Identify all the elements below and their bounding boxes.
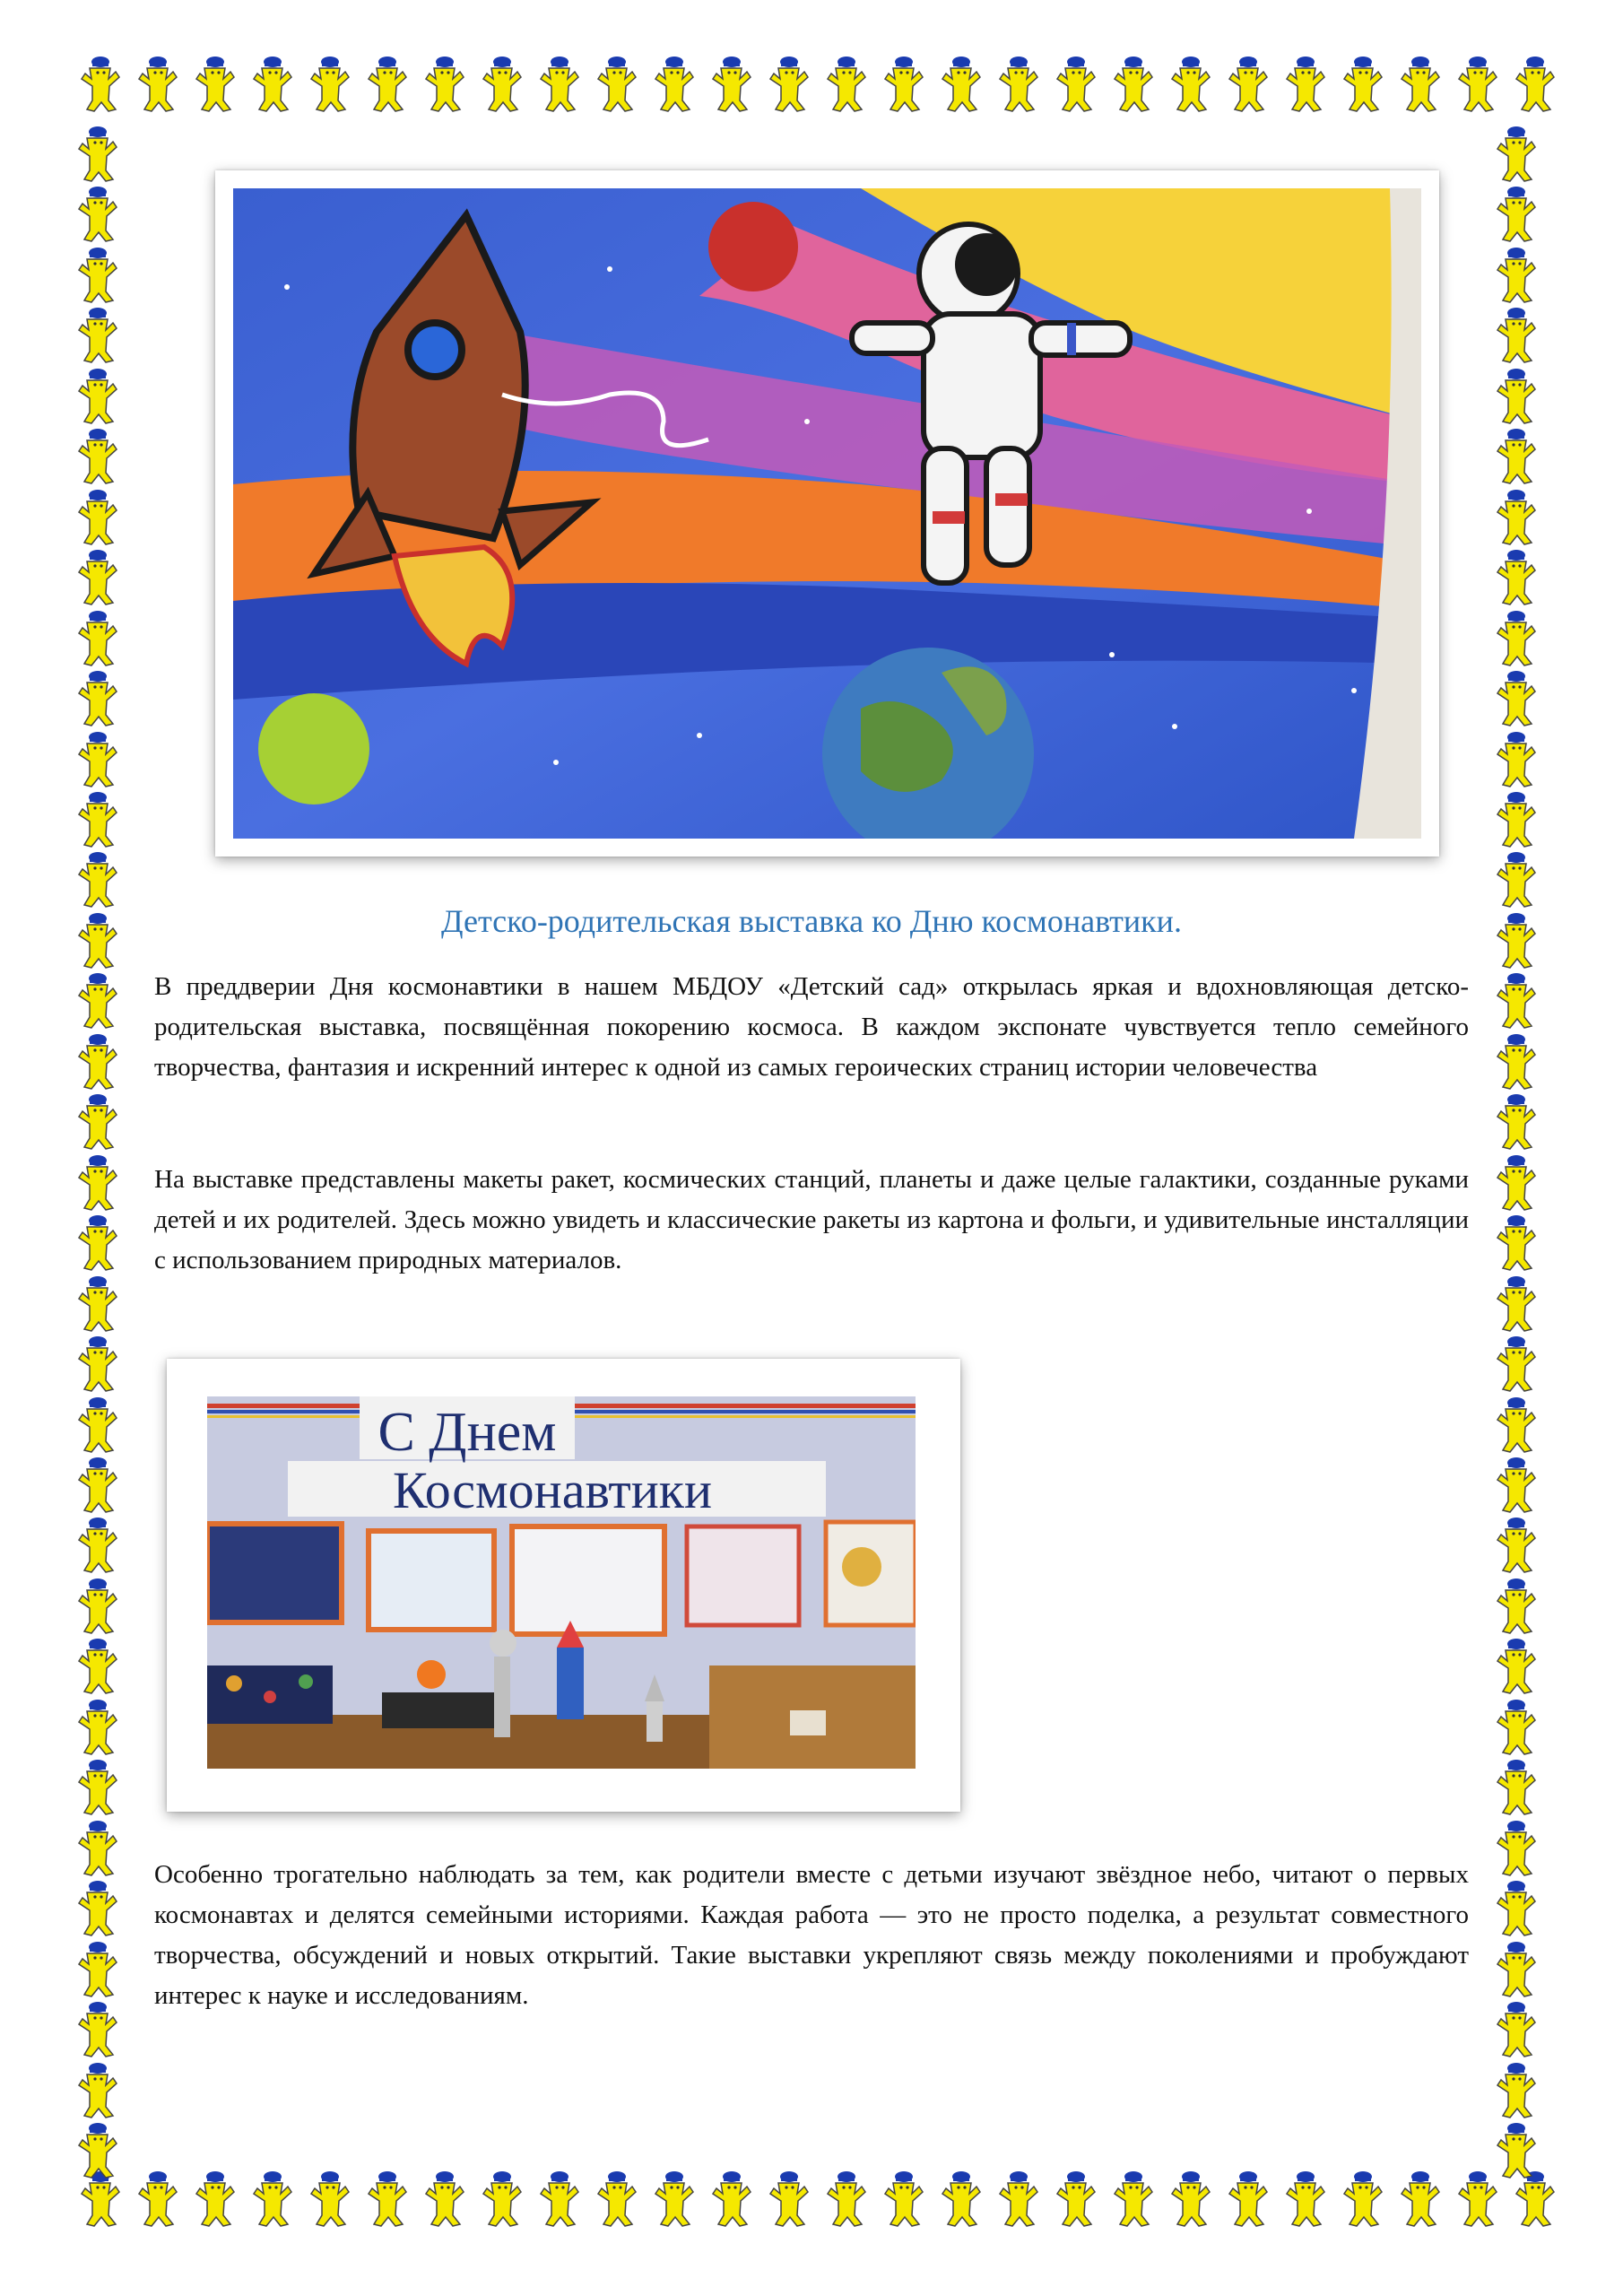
- dancing-figure-icon: [707, 2170, 752, 2246]
- dancing-figure-icon: [74, 1093, 131, 1151]
- dancing-figure-icon: [74, 1154, 131, 1212]
- dancing-figure-icon: [1492, 1093, 1549, 1151]
- dancing-figure-icon: [74, 1517, 131, 1574]
- dancing-figure-icon: [1492, 1759, 1549, 1816]
- dancing-figure-icon: [1492, 912, 1549, 970]
- dancing-figure-icon: [1492, 1457, 1549, 1514]
- dancing-figure-icon: [593, 2170, 638, 2246]
- dancing-figure-icon: [1492, 1880, 1549, 1937]
- space-painting-photo: [215, 170, 1439, 857]
- dancing-figure-icon: [1492, 1578, 1549, 1635]
- dancing-figure-icon: [1109, 56, 1154, 131]
- dancing-figure-icon: [1281, 56, 1326, 131]
- dancing-figure-icon: [74, 1941, 131, 1998]
- dancing-figure-icon: [74, 1578, 131, 1635]
- dancing-figure-icon: [535, 2170, 580, 2246]
- dancing-figure-icon: [1492, 126, 1549, 183]
- dancing-figure-icon: [535, 56, 580, 131]
- border-top: [76, 56, 1556, 131]
- dancing-figure-icon: [707, 56, 752, 131]
- dancing-figure-icon: [74, 489, 131, 546]
- dancing-figure-icon: [74, 2062, 131, 2119]
- dancing-figure-icon: [74, 428, 131, 485]
- dancing-figure-icon: [248, 56, 293, 131]
- dancing-figure-icon: [994, 56, 1039, 131]
- dancing-figure-icon: [765, 2170, 810, 2246]
- dancing-figure-icon: [1492, 2122, 1549, 2179]
- dancing-figure-icon: [1224, 56, 1269, 131]
- dancing-figure-icon: [74, 1457, 131, 1514]
- dancing-figure-icon: [248, 2170, 293, 2246]
- dancing-figure-icon: [478, 2170, 523, 2246]
- dancing-figure-icon: [1492, 1396, 1549, 1454]
- dancing-figure-icon: [74, 610, 131, 667]
- dancing-figure-icon: [74, 1638, 131, 1695]
- exhibition-photo: [167, 1359, 960, 1812]
- dancing-figure-icon: [134, 2170, 178, 2246]
- dancing-figure-icon: [765, 56, 810, 131]
- dancing-figure-icon: [74, 368, 131, 425]
- dancing-figure-icon: [1454, 56, 1498, 131]
- dancing-figure-icon: [1492, 1941, 1549, 1998]
- dancing-figure-icon: [1511, 56, 1556, 131]
- dancing-figure-icon: [74, 247, 131, 304]
- dancing-figure-icon: [74, 549, 131, 606]
- dancing-figure-icon: [1492, 549, 1549, 606]
- dancing-figure-icon: [1109, 2170, 1154, 2246]
- dancing-figure-icon: [880, 2170, 924, 2246]
- dancing-figure-icon: [363, 2170, 408, 2246]
- dancing-figure-icon: [74, 186, 131, 243]
- dancing-figure-icon: [1492, 1154, 1549, 1212]
- dancing-figure-icon: [74, 307, 131, 364]
- dancing-figure-icon: [1167, 56, 1211, 131]
- dancing-figure-icon: [1339, 56, 1384, 131]
- dancing-figure-icon: [363, 56, 408, 131]
- dancing-figure-icon: [74, 972, 131, 1030]
- dancing-figure-icon: [74, 1033, 131, 1091]
- dancing-figure-icon: [74, 1880, 131, 1937]
- dancing-figure-icon: [822, 2170, 867, 2246]
- dancing-figure-icon: [74, 1214, 131, 1272]
- dancing-figure-icon: [1492, 1275, 1549, 1333]
- dancing-figure-icon: [1511, 2170, 1556, 2246]
- article-title: Детско-родительская выставка ко Дню космонавтики.: [441, 903, 1182, 939]
- dancing-figure-icon: [1224, 2170, 1269, 2246]
- dancing-figure-icon: [1492, 186, 1549, 243]
- dancing-figure-icon: [74, 1820, 131, 1877]
- dancing-figure-icon: [937, 2170, 982, 2246]
- dancing-figure-icon: [1492, 247, 1549, 304]
- dancing-figure-icon: [880, 56, 924, 131]
- dancing-figure-icon: [650, 56, 695, 131]
- dancing-figure-icon: [1281, 2170, 1326, 2246]
- dancing-figure-icon: [1492, 1517, 1549, 1574]
- dancing-figure-icon: [191, 2170, 236, 2246]
- dancing-figure-icon: [937, 56, 982, 131]
- dancing-figure-icon: [1492, 1033, 1549, 1091]
- dancing-figure-icon: [1167, 2170, 1211, 2246]
- exhibition-image: [207, 1396, 916, 1769]
- dancing-figure-icon: [1492, 1335, 1549, 1393]
- dancing-figure-icon: [1492, 731, 1549, 788]
- dancing-figure-icon: [1492, 851, 1549, 909]
- space-painting-image: [233, 188, 1421, 839]
- dancing-figure-icon: [306, 56, 351, 131]
- dancing-figure-icon: [1492, 1638, 1549, 1695]
- dancing-figure-icon: [1396, 2170, 1441, 2246]
- dancing-figure-icon: [1492, 2001, 1549, 2058]
- banner-line-1: С Днем: [378, 1402, 557, 1463]
- dancing-figure-icon: [74, 851, 131, 909]
- dancing-figure-icon: [76, 56, 121, 131]
- dancing-figure-icon: [74, 912, 131, 970]
- dancing-figure-icon: [1492, 2062, 1549, 2119]
- dancing-figure-icon: [1492, 368, 1549, 425]
- dancing-figure-icon: [134, 56, 178, 131]
- border-left: [74, 126, 131, 2179]
- banner-line-2: Космонавтики: [392, 1461, 713, 1519]
- dancing-figure-icon: [1492, 1214, 1549, 1272]
- dancing-figure-icon: [1492, 670, 1549, 727]
- dancing-figure-icon: [593, 56, 638, 131]
- dancing-figure-icon: [74, 670, 131, 727]
- dancing-figure-icon: [478, 56, 523, 131]
- border-right: [1492, 126, 1549, 2179]
- dancing-figure-icon: [421, 2170, 465, 2246]
- article-paragraph-2: На выставке представлены макеты ракет, космических станций, планеты и даже целые галактики, созданные руками детей и их родителей. Здесь можно увидеть и классические ракеты из картона и фольги, и удивительные инсталляции с использованием природных материалов.: [154, 1165, 1469, 1274]
- dancing-figure-icon: [994, 2170, 1039, 2246]
- dancing-figure-icon: [74, 731, 131, 788]
- dancing-figure-icon: [1492, 1699, 1549, 1756]
- dancing-figure-icon: [1492, 489, 1549, 546]
- dancing-figure-icon: [74, 1335, 131, 1393]
- dancing-figure-icon: [1339, 2170, 1384, 2246]
- dancing-figure-icon: [74, 2122, 131, 2179]
- dancing-figure-icon: [76, 2170, 121, 2246]
- article-paragraph-3: Особенно трогательно наблюдать за тем, как родители вместе с детьми изучают звёздное небо, читают о первых космонавтах и делятся семейными историями. Каждая работа — это не просто поделка, а результат совместного творчества, обсуждений и новых открытий. Такие выставки укрепляют связь между поколениями и пробуждают интерес к науке и исследованиям.: [154, 1860, 1469, 2010]
- dancing-figure-icon: [1492, 791, 1549, 848]
- dancing-figure-icon: [1052, 56, 1097, 131]
- dancing-figure-icon: [1492, 610, 1549, 667]
- dancing-figure-icon: [1396, 56, 1441, 131]
- dancing-figure-icon: [191, 56, 236, 131]
- dancing-figure-icon: [1492, 428, 1549, 485]
- dancing-figure-icon: [74, 2001, 131, 2058]
- dancing-figure-icon: [74, 1275, 131, 1333]
- dancing-figure-icon: [306, 2170, 351, 2246]
- article-paragraph-1: В преддверии Дня космонавтики в нашем МБДОУ «Детский сад» открылась яркая и вдохновляющая детско-родительская выставка, посвящённая покорению космоса. В каждом экспонате чувствуется тепло семейного творчества, фантазия и искренний интерес к одной из самых героических страниц истории человечества: [154, 972, 1469, 1082]
- dancing-figure-icon: [74, 791, 131, 848]
- dancing-figure-icon: [1454, 2170, 1498, 2246]
- dancing-figure-icon: [1492, 972, 1549, 1030]
- dancing-figure-icon: [74, 126, 131, 183]
- dancing-figure-icon: [1052, 2170, 1097, 2246]
- dancing-figure-icon: [74, 1759, 131, 1816]
- dancing-figure-icon: [421, 56, 465, 131]
- dancing-figure-icon: [74, 1396, 131, 1454]
- border-bottom: [76, 2170, 1556, 2246]
- dancing-figure-icon: [822, 56, 867, 131]
- dancing-figure-icon: [650, 2170, 695, 2246]
- dancing-figure-icon: [1492, 1820, 1549, 1877]
- dancing-figure-icon: [1492, 307, 1549, 364]
- dancing-figure-icon: [74, 1699, 131, 1756]
